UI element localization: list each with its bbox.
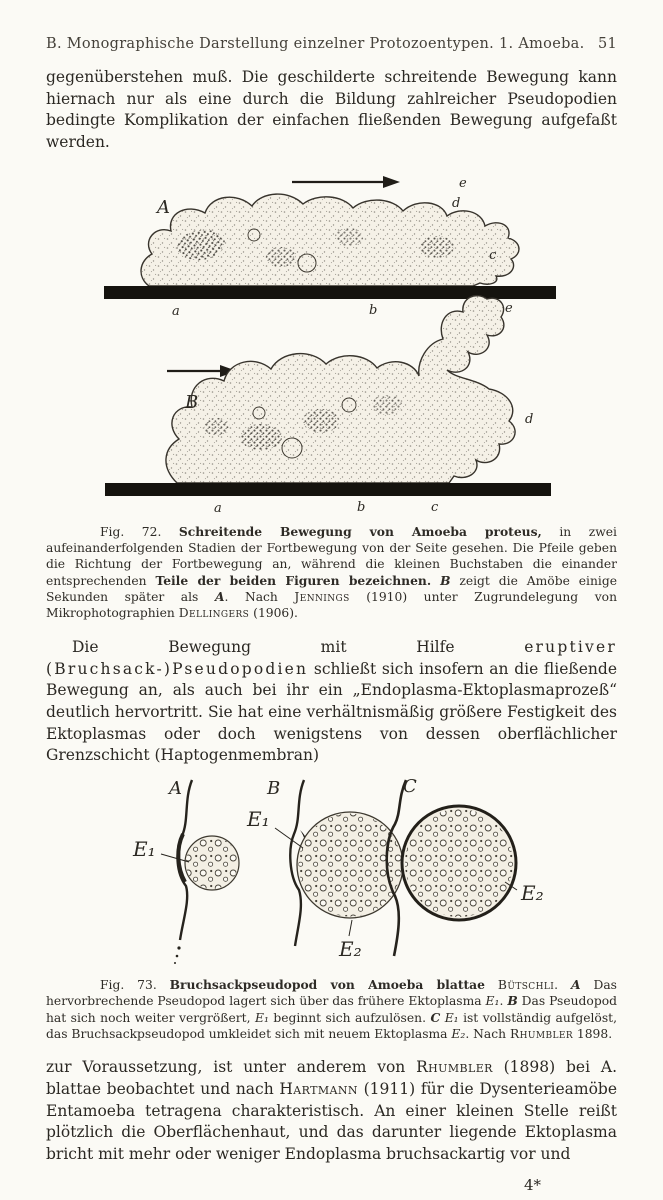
pseudopod-stage-c bbox=[387, 778, 544, 956]
label-a-top: a bbox=[172, 303, 180, 319]
label-d-bottom: d bbox=[525, 411, 534, 427]
paragraph-2: Die Bewegung mit Hilfe eruptiver (Bruchsack-)Pseudopodien schließt sich insofern an die fließende Bewegung an, als auch bei ihr ein „Endoplasma-Ektoplasmaprozeß“ deutlich hervortritt. Sie hat eine verhältnismäßig größere Festigkeit des Ektoplasmas oder doch wenigstens von dessen oberflächlicher Grenzschicht (Haptogenmembran) bbox=[46, 637, 617, 765]
label-c-bottom: c bbox=[431, 499, 439, 515]
label-e1-b: E₁ bbox=[247, 806, 270, 831]
label-c-top: c bbox=[489, 247, 497, 263]
pseudopod-stage-b bbox=[246, 778, 403, 961]
label-e-top: e bbox=[459, 175, 467, 191]
figure-73 bbox=[46, 778, 617, 970]
substrate-bar-bottom bbox=[105, 483, 551, 496]
label-e2-b: E₂ bbox=[339, 936, 362, 961]
amoeba-drawing-stage-b bbox=[166, 295, 515, 482]
label-e1-a: E₁ bbox=[133, 836, 156, 861]
signature-mark: 4* bbox=[523, 1175, 541, 1194]
label-stage-b: B bbox=[185, 391, 199, 413]
label-d-top: d bbox=[452, 195, 461, 211]
label-stage-c: C bbox=[403, 777, 417, 797]
label-b-top: b bbox=[369, 302, 378, 318]
figure-72-caption: Fig. 72. Schreitende Bewegung von Amoeba proteus, in zwei aufeinanderfolgenden Stadien der Fortbewegung von der Seite gesehen. Die Pfeile geben die Richtung der Fortbewegung an, während die kleinen Buchstaben die einander entsprechenden Teile der beiden Figuren bezeichnen. B zeigt die Amöbe einige Sekunden später als A. Nach Jennings (1910) unter Zugrundelegung von Mikrophotographien Dellingers (1906). bbox=[46, 523, 618, 621]
substrate-bar-top bbox=[104, 286, 556, 299]
paragraph-3: zur Voraussetzung, ist unter anderem von Rhumbler (1898) bei A. blattae beobachtet und nach Hartmann (1911) für die Dysenterieamöbe Entamoeba tetragena charakteristisch. An einer kleinen Stelle reißt plötzlich die Oberflächenhaut, und das darunter liegende Ektoplasma bricht mit mehr oder weniger Endoplasma bruchsackartig vor und bbox=[46, 1058, 617, 1164]
amoeba-drawing-stage-a bbox=[141, 194, 519, 286]
direction-arrow-top bbox=[292, 176, 400, 188]
paragraph-1: gegenüberstehen muß. Die geschilderte schreitende Bewegung kann hiernach nur als eine durch die Bildung zahlreicher Pseudopodien bedingte Komplikation der einfachen fließenden Bewegung aufgefaßt werden. bbox=[46, 68, 617, 152]
label-stage-b: B bbox=[267, 777, 281, 799]
running-head: B. Monographische Darstellung einzelner Protozoentypen. 1. Amoeba. bbox=[46, 36, 585, 52]
pseudopod-stage-a bbox=[132, 778, 239, 964]
figure-73-caption: Fig. 73. Bruchsackpseudopod von Amoeba blattae Bütschli. A Das hervorbrechende Pseudopod lagert sich über das frühere Ektoplasma E₁. B Das Pseudopod hat sich noch weiter vergrößert, E₁ beginnt sich aufzulösen. C E₁ ist vollständig aufgelöst, das Bruchsackpseudopod umkleidet sich mit neuem Ektoplasma E₂. Nach Rhumbler 1898. bbox=[46, 976, 618, 1041]
figure-72-illustration bbox=[49, 165, 614, 517]
page-number: 51 bbox=[597, 36, 617, 52]
page-footer bbox=[46, 1176, 617, 1194]
figure-73-illustration bbox=[49, 778, 614, 970]
label-e-bottom: e bbox=[505, 300, 513, 316]
label-e2-c: E₂ bbox=[521, 880, 544, 905]
figure-72 bbox=[46, 165, 617, 517]
label-a-bottom: a bbox=[214, 500, 222, 516]
page-header bbox=[46, 36, 617, 52]
label-stage-a: A bbox=[157, 196, 170, 218]
label-stage-a: A bbox=[169, 777, 182, 799]
label-b-bottom: b bbox=[357, 499, 366, 515]
